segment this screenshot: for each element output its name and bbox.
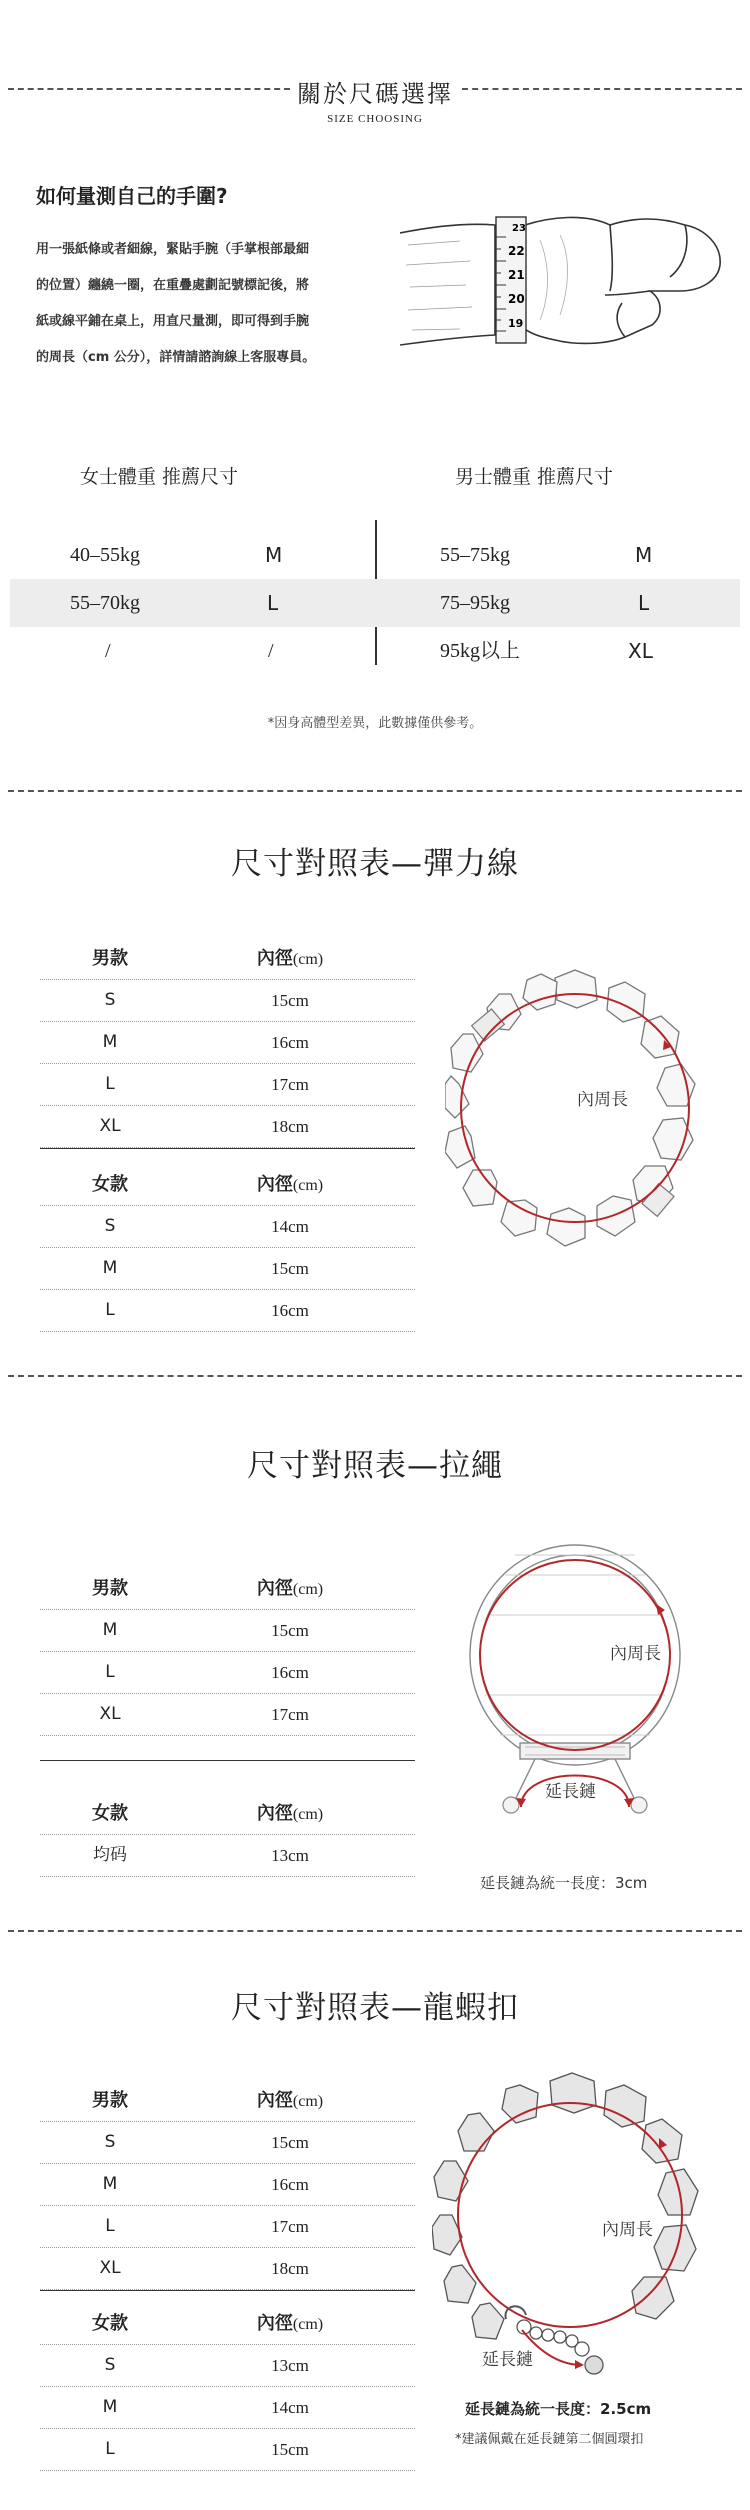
men-size: M [635, 543, 653, 567]
women-weight: / [105, 640, 111, 662]
diameter-cell: 17cm [271, 1075, 309, 1094]
women-weight-header: 女士體重 推薦尺寸 [80, 466, 239, 488]
men-weight: 75–95kg [440, 592, 510, 614]
table-row [40, 1206, 415, 1248]
page-title: 關於尺碼選擇 [297, 80, 453, 108]
section-divider [8, 1930, 742, 1932]
women-size: M [265, 543, 283, 567]
table-row [40, 1022, 415, 1064]
diameter-cell: 15cm [271, 1621, 309, 1640]
rope-section-title: 尺寸對照表—拉繩 [247, 1448, 503, 1484]
inner-circumference-label: 內周長 [610, 1644, 661, 1664]
rope-women-table [40, 1793, 415, 1877]
instruction-line: 紙或線平鋪在桌上，用直尺量測，即可得到手腕 [36, 314, 310, 329]
size-cell: M [102, 1258, 118, 1278]
rope-bracelet-illustration [465, 1515, 725, 1845]
elastic-men-table [40, 938, 415, 1148]
table-row [40, 1064, 415, 1106]
ruler-mark: 21 [508, 268, 525, 282]
lobster-bracelet-illustration [432, 2065, 722, 2395]
table-row [40, 2164, 415, 2206]
size-cell: L [105, 2439, 115, 2459]
ruler-mark: 19 [508, 317, 524, 330]
header-diameter [180, 1793, 400, 1835]
header-diameter-label: 內徑 [256, 1174, 293, 1195]
ruler-mark: 20 [508, 292, 525, 306]
header-diameter-label: 內徑 [256, 2090, 293, 2111]
header-unit: (cm) [292, 1806, 324, 1823]
table-row [40, 2248, 415, 2290]
header-unit: (cm) [292, 2316, 324, 2333]
diameter-cell: 15cm [271, 2133, 309, 2152]
header-unit: (cm) [292, 2093, 324, 2110]
header-gender: 女款 [92, 1174, 128, 1195]
header-gender: 男款 [92, 2090, 128, 2111]
elastic-bracelet-illustration [445, 960, 705, 1250]
table-row [40, 1106, 415, 1148]
elastic-section-title: 尺寸對照表—彈力線 [231, 846, 519, 882]
table-header [40, 1164, 415, 1206]
instruction-line: 的位置）纏繞一圈，在重疊處劃記號標記後，將 [36, 278, 310, 293]
header-diameter [180, 2080, 400, 2122]
diameter-cell: 16cm [271, 1663, 309, 1682]
section-divider [8, 1375, 742, 1377]
size-cell: S [104, 1216, 116, 1236]
diameter-cell: 17cm [271, 1705, 309, 1724]
women-size: L [267, 591, 279, 615]
header-gender: 男款 [92, 1578, 128, 1599]
men-weight: 95kg以上 [440, 640, 520, 662]
size-cell: M [102, 1032, 118, 1052]
table-header [40, 938, 415, 980]
size-cell: S [104, 990, 116, 1010]
table-row [40, 2387, 415, 2429]
diameter-cell: 16cm [271, 1301, 309, 1320]
header-unit: (cm) [292, 1581, 324, 1598]
size-cell: 均码 [93, 1845, 127, 1865]
men-weight-header: 男士體重 推薦尺寸 [455, 466, 614, 488]
weight-row [10, 531, 740, 579]
table-separator [40, 2290, 415, 2291]
diameter-cell: 18cm [271, 2259, 309, 2278]
wrist-measure-illustration [400, 195, 730, 365]
table-row [40, 2206, 415, 2248]
header-unit: (cm) [292, 951, 324, 968]
women-weight: 40–55kg [70, 544, 140, 566]
header-diameter-label: 內徑 [256, 1578, 293, 1599]
weight-row [10, 627, 740, 675]
men-size: L [638, 591, 650, 615]
header-gender: 男款 [92, 948, 128, 969]
table-separator [40, 1148, 415, 1149]
men-weight: 55–75kg [440, 544, 510, 566]
diameter-cell: 17cm [271, 2217, 309, 2236]
table-header [40, 1568, 415, 1610]
men-size: XL [628, 639, 653, 663]
header-diameter-label: 內徑 [256, 2313, 293, 2334]
extension-chain-label: 延長鏈 [482, 2350, 533, 2370]
header-diameter [180, 2303, 400, 2345]
size-cell: M [102, 1620, 118, 1640]
lobster-women-table [40, 2303, 415, 2471]
size-cell: L [105, 1662, 115, 1682]
size-cell: M [102, 2397, 118, 2417]
table-row [40, 1835, 415, 1877]
size-cell: M [102, 2174, 118, 2194]
ruler-mark: 22 [508, 244, 525, 258]
section-divider [8, 790, 742, 792]
elastic-women-table [40, 1164, 415, 1332]
diameter-cell: 15cm [271, 1259, 309, 1278]
diameter-cell: 13cm [271, 1846, 309, 1865]
diameter-cell: 14cm [271, 2398, 309, 2417]
size-cell: XL [99, 1116, 121, 1136]
lobster-extension-note: 延長鏈為統一長度：2.5cm [465, 2400, 652, 2418]
diameter-cell: 13cm [271, 2356, 309, 2375]
header-unit: (cm) [292, 1177, 324, 1194]
size-cell: L [105, 1300, 115, 1320]
table-row [40, 1652, 415, 1694]
table-separator [40, 1760, 415, 1761]
size-cell: S [104, 2132, 116, 2152]
table-header [40, 1793, 415, 1835]
lobster-extension-tip: *建議佩戴在延長鏈第二個圓環扣 [455, 2432, 644, 2447]
weight-row [10, 579, 740, 627]
women-weight: 55–70kg [70, 592, 140, 614]
measure-question: 如何量測自己的手圍? [36, 184, 228, 208]
women-size: / [268, 640, 274, 662]
size-cell: L [105, 1074, 115, 1094]
header-gender: 女款 [92, 1803, 128, 1824]
diameter-cell: 16cm [271, 2175, 309, 2194]
table-header [40, 2080, 415, 2122]
size-cell: XL [99, 2258, 121, 2278]
size-cell: S [104, 2355, 116, 2375]
page-subtitle: SIZE CHOOSING [327, 113, 423, 125]
measure-instructions [36, 232, 376, 376]
header-gender: 女款 [92, 2313, 128, 2334]
header-diameter-label: 內徑 [256, 1803, 293, 1824]
diameter-cell: 16cm [271, 1033, 309, 1052]
instruction-line: 用一張紙條或者細線，緊貼手腕（手掌根部最細 [36, 242, 310, 257]
lobster-men-table [40, 2080, 415, 2290]
size-cell: L [105, 2216, 115, 2236]
rope-men-table [40, 1568, 415, 1736]
table-row [40, 980, 415, 1022]
table-row [40, 1694, 415, 1736]
table-row [40, 2122, 415, 2164]
table-row [40, 1248, 415, 1290]
ruler-mark: 23 [512, 223, 526, 234]
diameter-cell: 14cm [271, 1217, 309, 1236]
lobster-section-title: 尺寸對照表—龍蝦扣 [231, 1990, 519, 2026]
table-row [40, 2345, 415, 2387]
header-diameter-label: 內徑 [256, 948, 293, 969]
weight-note: *因身高體型差異，此數據僅供參考。 [267, 716, 483, 731]
inner-circumference-label: 內周長 [577, 1090, 628, 1110]
table-row [40, 1610, 415, 1652]
diameter-cell: 15cm [271, 991, 309, 1010]
rope-extension-note: 延長鏈為統一長度：3cm [480, 1874, 648, 1892]
header-diameter [180, 1164, 400, 1206]
table-row [40, 2429, 415, 2471]
table-row [40, 1290, 415, 1332]
instruction-line: 的周長（cm 公分），詳情請諮詢線上客服專員。 [36, 350, 316, 365]
size-cell: XL [99, 1704, 121, 1724]
diameter-cell: 15cm [271, 2440, 309, 2459]
header-diameter [180, 938, 400, 980]
header-diameter [180, 1568, 400, 1610]
extension-chain-label: 延長鏈 [545, 1782, 596, 1802]
table-header [40, 2303, 415, 2345]
diameter-cell: 18cm [271, 1117, 309, 1136]
inner-circumference-label: 內周長 [602, 2220, 653, 2240]
